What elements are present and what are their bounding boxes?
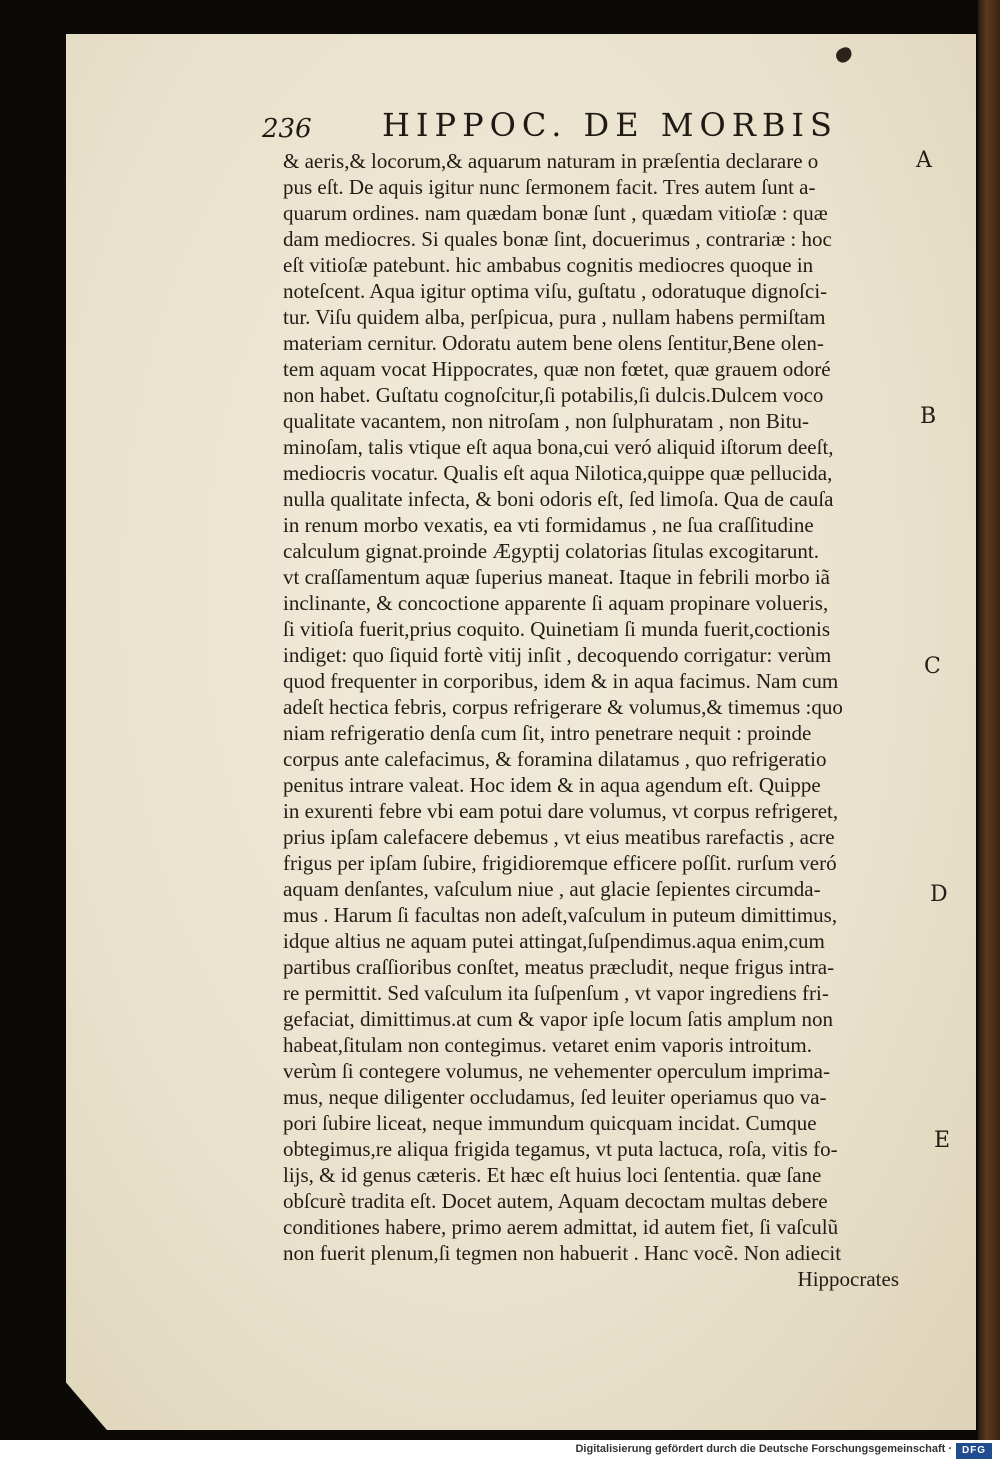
text-line: in exurenti febre vbi eam potui dare volumus, vt corpus refrigeret, — [283, 799, 839, 823]
text-line: eſt vitioſæ patebunt. hic ambabus cognitis mediocres quoque in — [283, 253, 814, 277]
book-edge — [978, 0, 1000, 1440]
text-line: re permittit. Sed vaſculum ita ſuſpenſum , vt vapor ingrediens fri- — [283, 981, 829, 1005]
text-line: conditiones habere, primo aerem admittat, id autem fiet, ſi vaſculũ — [283, 1215, 839, 1239]
text-line: penitus intrare valeat. Hoc idem & in aqua agendum eſt. Quippe — [283, 773, 821, 797]
text-line: frigus per ipſam ſubire, frigidioremque efficere poſſit. rurſum veró — [283, 851, 837, 875]
text-line: idque altius ne aquam putei attingat,ſuſpendimus.aqua enim,cum — [283, 929, 825, 953]
text-line: mus . Harum ſi facultas non adeſt,vaſculum in puteum dimittimus, — [283, 903, 838, 927]
text-line: dam mediocres. Si quales bonæ ſint, docuerimus , contrariæ : hoc — [283, 227, 832, 251]
text-line: verùm ſi contegere volumus, ne vehementer operculum imprima- — [283, 1059, 830, 1083]
text-line: in renum morbo vexatis, ea vti formidamus , ne ſua craſſitudine — [283, 513, 814, 537]
text-line: calculum gignat.proinde Ægyptij colatorias ſitulas excogitarunt. — [283, 539, 819, 563]
margin-letter-d: D — [930, 882, 948, 907]
margin-letter-c: C — [924, 654, 941, 679]
dfg-logo: DFG — [956, 1443, 992, 1459]
page-number: 236 — [262, 114, 312, 144]
text-line: materiam cernitur. Odoratu autem bene olens ſentitur,Bene olen- — [283, 331, 824, 355]
text-line: non habet. Guſtatu cognoſcitur,ſi potabilis,ſi dulcis.Dulcem voco — [283, 383, 824, 407]
text-line: tur. Viſu quidem alba, perſpicua, pura , nullam habens permiſtam — [283, 305, 826, 329]
catchword: Hippocrates — [797, 1267, 899, 1291]
text-line: mus, neque diligenter occludamus, ſed leuiter operiamus quo va- — [283, 1085, 827, 1109]
text-line: habeat,ſitulam non contegimus. vetaret enim vaporis introitum. — [283, 1033, 812, 1057]
text-line: vt craſſamentum aquæ ſuperius maneat. Itaque in febrili morbo iã — [283, 565, 830, 589]
text-line: quod frequenter in corporibus, idem & in aqua facimus. Nam cum — [283, 669, 839, 693]
running-head-title: HIPPOC. DE MORBIS — [382, 106, 838, 144]
text-line: & aeris,& locorum,& aquarum naturam in præſentia declarare o — [283, 149, 819, 173]
funding-credit: Digitalisierung gefördert durch die Deutsche Forschungsgemeinschaft · — [575, 1443, 952, 1455]
text-line: obſcurè tradita eſt. Docet autem, Aquam decoctam multas debere — [283, 1189, 828, 1213]
text-line: obtegimus,re aliqua frigida tegamus, vt puta lactuca, roſa, vitis fo- — [283, 1137, 838, 1161]
margin-letter-e: E — [934, 1128, 951, 1153]
text-line: noteſcent. Aqua igitur optima viſu, guſtatu , odoratuque dignoſci- — [283, 279, 828, 303]
text-line: non fuerit plenum,ſi tegmen non habuerit . Hanc vocẽ. Non adiecit — [283, 1241, 842, 1265]
text-line: nulla qualitate infecta, & boni odoris eſt, ſed limoſa. Qua de cauſa — [283, 487, 834, 511]
text-line: aquam denſantes, vaſculum niue , aut glacie ſepientes circumda- — [283, 877, 821, 901]
text-line: mediocris vocatur. Qualis eſt aqua Nilotica,quippe quæ pellucida, — [283, 461, 833, 485]
margin-letter-b: B — [920, 404, 937, 429]
text-line: tem aquam vocat Hippocrates, quæ non fœtet, quæ grauem odoré — [283, 357, 831, 381]
text-line: adeſt hectica febris, corpus refrigerare & volumus,& timemus :quo — [283, 695, 843, 719]
text-line: prius ipſam calefacere debemus , vt eius meatibus rarefactis , acre — [283, 825, 835, 849]
text-line: niam refrigeratio denſa cum ſit, intro penetrare nequit : proinde — [283, 721, 812, 745]
text-line: lijs, & id genus cæteris. Et hæc eſt huius loci ſententia. quæ ſane — [283, 1163, 822, 1187]
footer-bar — [0, 1440, 1000, 1463]
text-line: gefaciat, dimittimus.at cum & vapor ipſe locum ſatis amplum non — [283, 1007, 833, 1031]
text-line: qualitate vacantem, non nitroſam , non ſulphuratam , non Bitu- — [283, 409, 810, 433]
text-line: ſi vitioſa fuerit,prius coquito. Quinetiam ſi munda fuerit,coctionis — [283, 617, 831, 641]
text-line: indiget: quo ſiquid fortè vitij inſit , decoquendo corrigatur: verùm — [283, 643, 832, 667]
text-line: minoſam, talis vtique eſt aqua bona,cui veró aliquid iſtorum deeſt, — [283, 435, 834, 459]
margin-letter-a: A — [916, 148, 932, 173]
text-line: corpus ante calefacimus, & foramina dilatamus , quo refrigeratio — [283, 747, 827, 771]
text-line: pori ſubire liceat, neque immundum quicquam incidat. Cumque — [283, 1111, 817, 1135]
text-line: quarum ordines. nam quædam bonæ ſunt , quædam vitioſæ : quæ — [283, 201, 828, 225]
text-line: pus eſt. De aquis igitur nunc ſermonem facit. Tres autem ſunt a- — [283, 175, 816, 199]
text-line: partibus craſſioribus conſtet, meatus præcludit, neque frigus intra- — [283, 955, 835, 979]
text-line: inclinante, & concoctione apparente ſi aquam propinare volueris, — [283, 591, 829, 615]
text-block — [283, 148, 943, 1292]
